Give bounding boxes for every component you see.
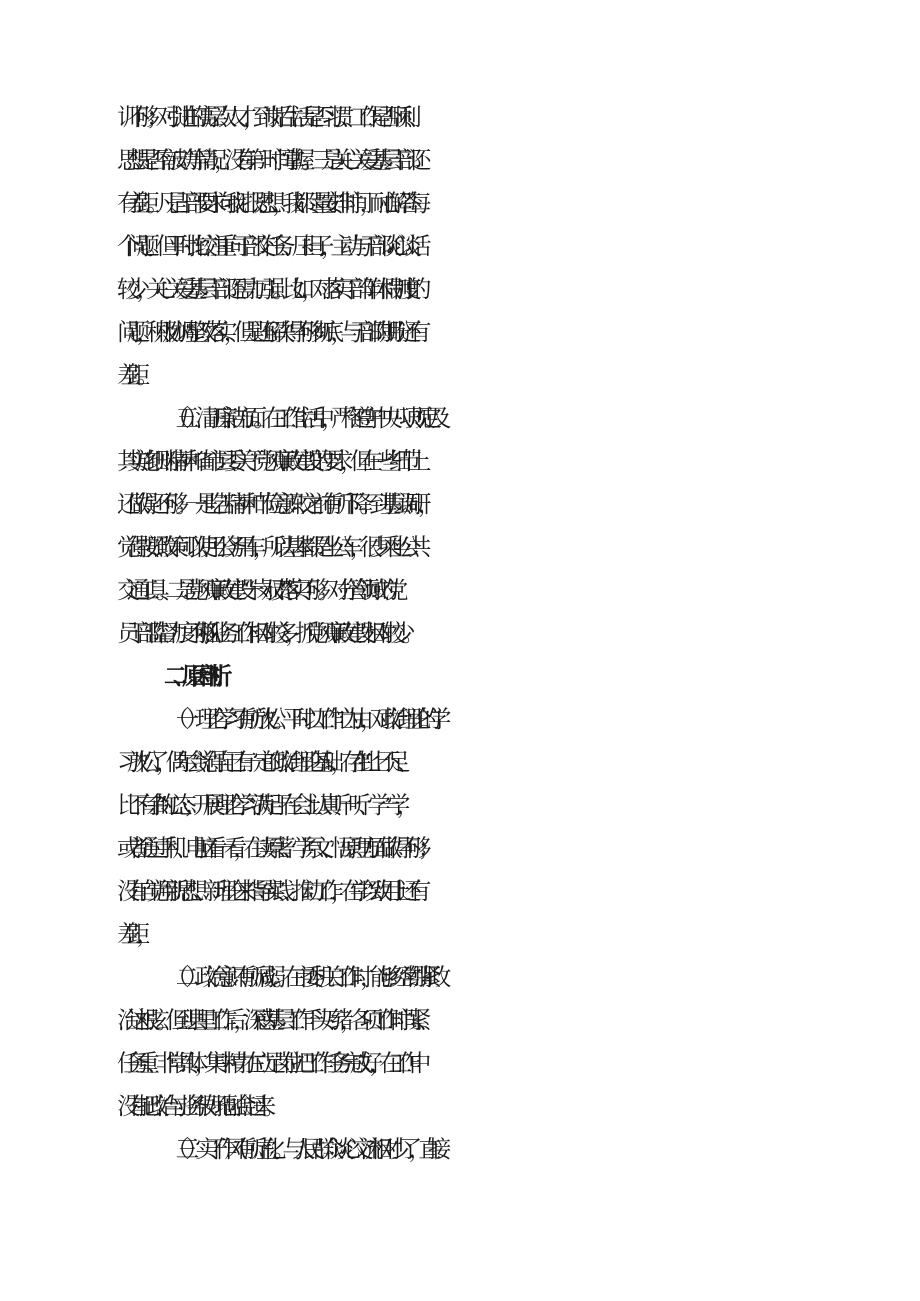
paragraph-line: 还做得还不够。一是吃苦精神和节俭意识较之前有所下降。到基层调研，: [117, 490, 428, 518]
paragraph-line: 习放松了，偶尔会觉得自己有一定的政治理论基础，存在“比上不足、: [117, 748, 407, 776]
paragraph-line: 其实施细则精神和省市县委关于党风廉政建设的要求，但在一些细节上: [117, 447, 418, 475]
paragraph-line: 任务重、非常具体，集中精力在立足岗位把工作任务完成好，在工作中: [117, 1049, 418, 1077]
paragraph-line: 有差距。凡是干部要求向我汇报思想，我都尽量安排时间，耐心解答每: [117, 189, 418, 217]
paragraph-line: 治这根弦。但到县里工作后，深感基层工作千头万绪，各项工作时间紧、: [117, 1006, 428, 1034]
paragraph-line: 交通工具。二是党风廉政建设“一岗双责”落实不够。对分管领域的党: [117, 576, 395, 604]
paragraph-line: 问题，积极协调整改落实，但是还解决得不够彻底，与干部的期盼还有: [117, 318, 418, 346]
paragraph-line: 比下有余”的心态；开展理论学习满足于在会上认真听一听、学一学，: [117, 791, 407, 819]
paragraph-line: 思想是否有波动等情况，没有第一时间掌握。三是关心关爱基层干部还: [117, 146, 418, 174]
subsection-1-first-line: （一）理论学习有所放松。平时以工作忙为由，对政治理论的学: [166, 705, 438, 733]
paragraph-line: 没有自觉用新思想、新理论来指导实践、推动工作，在学以致用上还有: [117, 877, 418, 905]
subsection-2-first-line: （二）政治意识有所减弱。在市委机关工作时，能够经常绷紧政: [166, 963, 438, 991]
paragraph-line: 差距，: [117, 920, 147, 948]
paragraph-line: 没有把政治与业务很好地融合起来。: [117, 1092, 273, 1120]
paragraph-line: 或者通过手机、电脑看一看，在读原著、学原文、悟原理方面做得不够；: [117, 834, 428, 862]
paragraph-line: 较少，关心关爱基层干部还需力口强。比如，对落实干部年休假制度的: [117, 275, 418, 303]
section-heading: 二、原因剖析: [164, 662, 218, 690]
paragraph-line: 差距。: [117, 361, 147, 389]
subsection-3-first-line: （三）实干作风有所虚化。与人民群众谈心交流相对少了，直接: [166, 1135, 438, 1163]
paragraph-line: 觉得按照政策可以使用公务用车，所以基本都是坐公车，很少乘坐公共: [117, 533, 418, 561]
paragraph-line: 训不够；对引进的高层次人才，到岗后生活是否习惯、工作是否顺利、: [117, 103, 418, 131]
paragraph-line: 个问题。但平时比较注重向干部交任务、压担子，主动与干部谈心谈话: [117, 232, 418, 260]
paragraph-line: 员干部监督力度不够,抓业务工作相对较多，抓党风廉政建设相对较少。: [117, 619, 412, 647]
section-5-first-line: （五）清正廉洁方面。在工作生活中，严格遵守中央八项规定及: [166, 404, 438, 432]
